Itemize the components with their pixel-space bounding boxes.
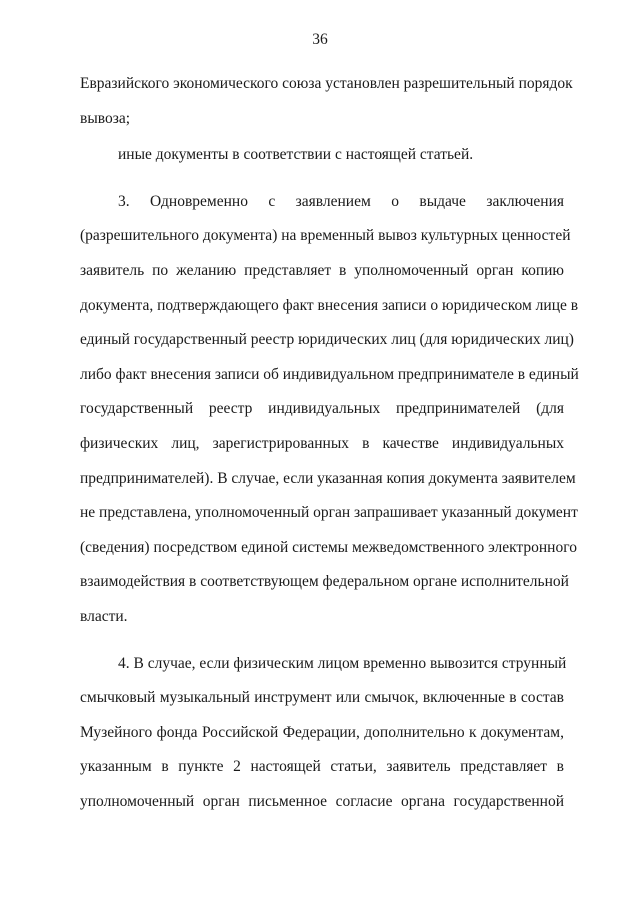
document-body bbox=[80, 67, 579, 819]
text-line: предпринимателей). В случае, если указанная копия документа заявителем bbox=[80, 469, 576, 487]
text-line: взаимодействия в соответствующем федеральном органе исполнительной bbox=[80, 573, 569, 591]
text-line: 4. В случае, если физическим лицом временно вывозится струнный bbox=[118, 654, 567, 672]
text-line: 3. Одновременно с заявлением о выдаче заключения bbox=[118, 192, 564, 210]
text-line: либо факт внесения записи об индивидуальном предпринимателе в единый bbox=[80, 365, 579, 383]
paragraph bbox=[80, 647, 567, 820]
text-line: документа, подтверждающего факт внесения записи о юридическом лице в bbox=[80, 296, 579, 314]
text-line: заявитель по желанию представляет в уполномоченный орган копию bbox=[80, 261, 564, 279]
text-line: иные документы в соответствии с настоящей статьей. bbox=[118, 146, 474, 164]
text-line: вывоза; bbox=[80, 109, 131, 127]
paragraph bbox=[80, 138, 564, 173]
text-line: государственный реестр индивидуальных предпринимателей (для bbox=[80, 400, 564, 418]
text-line: Музейного фонда Российской Федерации, дополнительно к документам, bbox=[80, 723, 564, 741]
text-line: власти. bbox=[80, 607, 128, 625]
text-line: указанным в пункте 2 настоящей статьи, заявитель представляет в bbox=[80, 758, 564, 776]
text-line: (разрешительного документа) на временный вывоз культурных ценностей bbox=[80, 227, 571, 245]
text-line: не представлена, уполномоченный орган запрашивает указанный документ bbox=[80, 504, 578, 522]
text-line: уполномоченный орган письменное согласие органа государственной bbox=[80, 792, 564, 810]
text-line: (сведения) посредством единой системы межведомственного электронного bbox=[80, 538, 577, 556]
paragraph bbox=[80, 185, 579, 635]
text-line: физических лиц, зарегистрированных в качестве индивидуальных bbox=[80, 434, 564, 452]
text-line: Евразийского экономического союза установлен разрешительный порядок bbox=[80, 75, 573, 92]
page-number: 36 bbox=[312, 31, 328, 48]
paragraph bbox=[80, 67, 573, 136]
text-line: единый государственный реестр юридических лиц (для юридических лиц) bbox=[80, 331, 574, 349]
text-line: смычковый музыкальный инструмент или смычок, включенные в состав bbox=[80, 689, 564, 707]
